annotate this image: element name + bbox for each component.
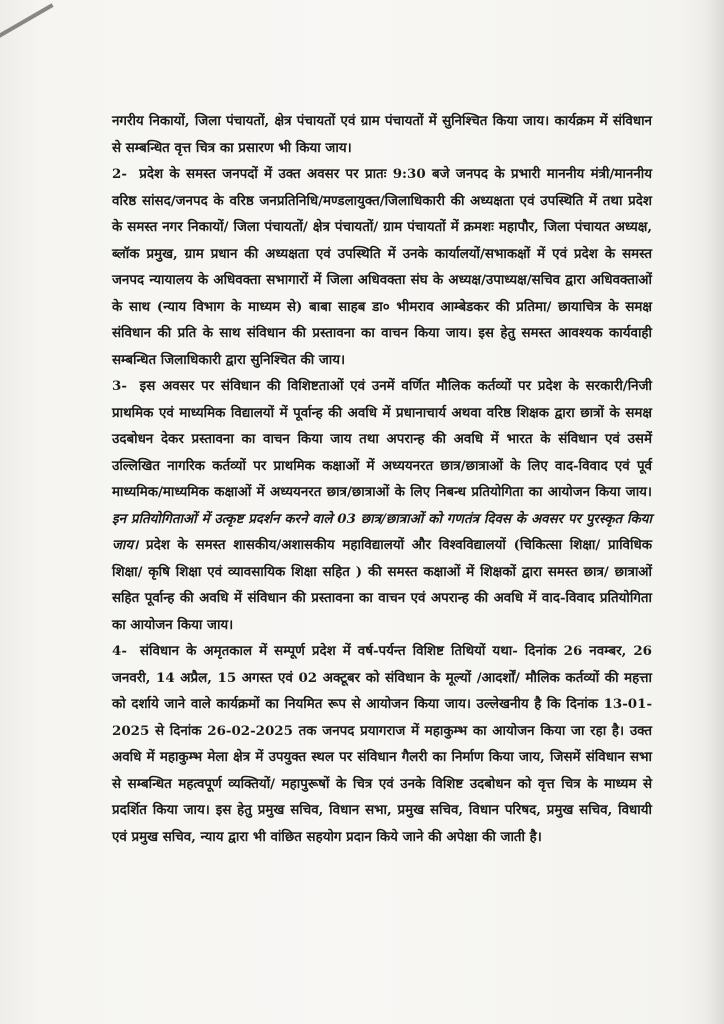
paragraph-2-number: 2- xyxy=(112,166,127,182)
paragraph-3-number: 3- xyxy=(112,378,127,394)
document-body xyxy=(112,108,652,850)
intro-paragraph: नगरीय निकायों, जिला पंचायतों, क्षेत्र पंचायतों एवं ग्राम पंचायतों में सुनिश्चित किया जाय। कार्यक्रम में संविधान से सम्बन्धित वृत्त चित्र का प्रसारण भी किया जाय। xyxy=(112,113,652,156)
paragraph-3-italic-text: इन प्रतियोगिताओं में उत्कृष्ट प्रदर्शन करने वाले 03 छात्र/छात्राओं को गणतंत्र दिवस के अवसर पर पुरस्कृत किया जाय। xyxy=(112,510,652,553)
pen-mark xyxy=(0,3,54,41)
paragraph-4-number: 4- xyxy=(112,643,127,659)
paragraph-2 xyxy=(112,161,652,373)
paragraph-3-text-a: इस अवसर पर संविधान की विशिष्टताओं एवं उनमें वर्णित मौलिक कर्तव्यों पर प्रदेश के सरकारी/निजी प्राथमिक एवं माध्यमिक विद्यालयों में पूर्वान्ह की अवधि में प्रधानाचार्य अथवा वरिष्ठ शिक्षक द्वारा छात्रों के समक्ष उदबोधन देकर प्रस्तावना का वाचन किया जाय तथा अपरान्ह की अवधि में भारत के संविधान एवं उसमें उल्लिखित नागरिक कर्तव्यों पर प्राथमिक कक्षाओं में अध्ययनरत छात्र/छात्राओं के लिए वाद-विवाद एवं पूर्व माध्यमिक/माध्यमिक कक्षाओं में अध्ययनरत छात्र/छात्राओं के लिए निबन्ध प्रतियोगिता का आयोजन किया जाय। xyxy=(112,378,653,500)
paragraph-3 xyxy=(112,373,652,638)
page-edge-shadow xyxy=(706,0,724,1024)
paragraph-3-text-b: प्रदेश के समस्त शासकीय/अशासकीय महाविद्यालयों और विश्वविद्यालयों (चिकित्सा शिक्षा/ प्राविधिक शिक्षा/ कृषि शिक्षा एवं व्यावसायिक शिक्षा सहित ) की समस्त कक्षाओं में शिक्षकों द्वारा समस्त छात्र/ छात्राओं सहित पूर्वान्ह की अवधि में संविधान की प्रस्तावना का वाचन एवं अपरान्ह की अवधि में वाद-विवाद प्रतियोगिता का आयोजन किया जाय। xyxy=(112,537,652,633)
paragraph-2-text: प्रदेश के समस्त जनपदों में उक्त अवसर पर प्रातः 9:30 बजे जनपद के प्रभारी माननीय मंत्री/माननीय वरिष्ठ सांसद/जनपद के वरिष्ठ जनप्रतिनिधि/मण्डलायुक्त/जिलाधिकारी की अध्यक्षता एवं उपस्थिति में तथा प्रदेश के समस्त नगर निकायों/ जिला पंचायतों/ क्षेत्र पंचायतों/ ग्राम पंचायतों में क्रमशः महापौर, जिला पंचायत अध्यक्ष, ब्लॉक प्रमुख, ग्राम प्रधान की अध्यक्षता एवं उपस्थिति में उनके कार्यालयों/सभाकक्षों में एवं प्रदेश के समस्त जनपद न्यायालय के अधिवक्ता सभागारों में जिला अधिवक्ता संघ के अध्यक्ष/उपाध्यक्ष/सचिव द्वारा अधिवक्ताओं के साथ (न्याय विभाग के माध्यम से) बाबा साहब डा० भीमराव आम्बेडकर की प्रतिमा/ छायाचित्र के समक्ष संविधान की प्रति के साथ संविधान की प्रस्तावना का वाचन किया जाय। इस हेतु समस्त आवश्यक कार्यवाही सम्बन्धित जिलाधिकारी द्वारा सुनिश्चित की जाय। xyxy=(112,166,652,368)
paragraph-4 xyxy=(112,638,652,850)
paragraph-4-text: संविधान के अमृतकाल में सम्पूर्ण प्रदेश में वर्ष-पर्यन्त विशिष्ट तिथियों यथा- दिनांक 26 नवम्बर, 26 जनवरी, 14 अप्रैल, 15 अगस्त एवं 02 अक्टूबर को संविधान के मूल्यों /आदर्शों/ मौलिक कर्तव्यों की महत्ता को दर्शाये जाने वाले कार्यक्रमों का नियमित रूप से आयोजन किया जाय। उल्लेखनीय है कि दिनांक 13-01-2025 से दिनांक 26-02-2025 तक जनपद प्रयागराज में महाकुम्भ का आयोजन किया जा रहा है। उक्त अवधि में महाकुम्भ मेला क्षेत्र में उपयुक्त स्थल पर संविधान गैलरी का निर्माण किया जाय, जिसमें संविधान सभा से सम्बन्धित महत्वपूर्ण व्यक्तियों/ महापुरूषों के चित्र एवं उनके विशिष्ट उदबोधन को वृत्त चित्र के माध्यम से प्रदर्शित किया जाय। इस हेतु प्रमुख सचिव, विधान सभा, प्रमुख सचिव, विधान परिषद, प्रमुख सचिव, विधायी एवं प्रमुख सचिव, न्याय द्वारा भी वांछित सहयोग प्रदान किये जाने की अपेक्षा की जाती है। xyxy=(112,643,652,845)
